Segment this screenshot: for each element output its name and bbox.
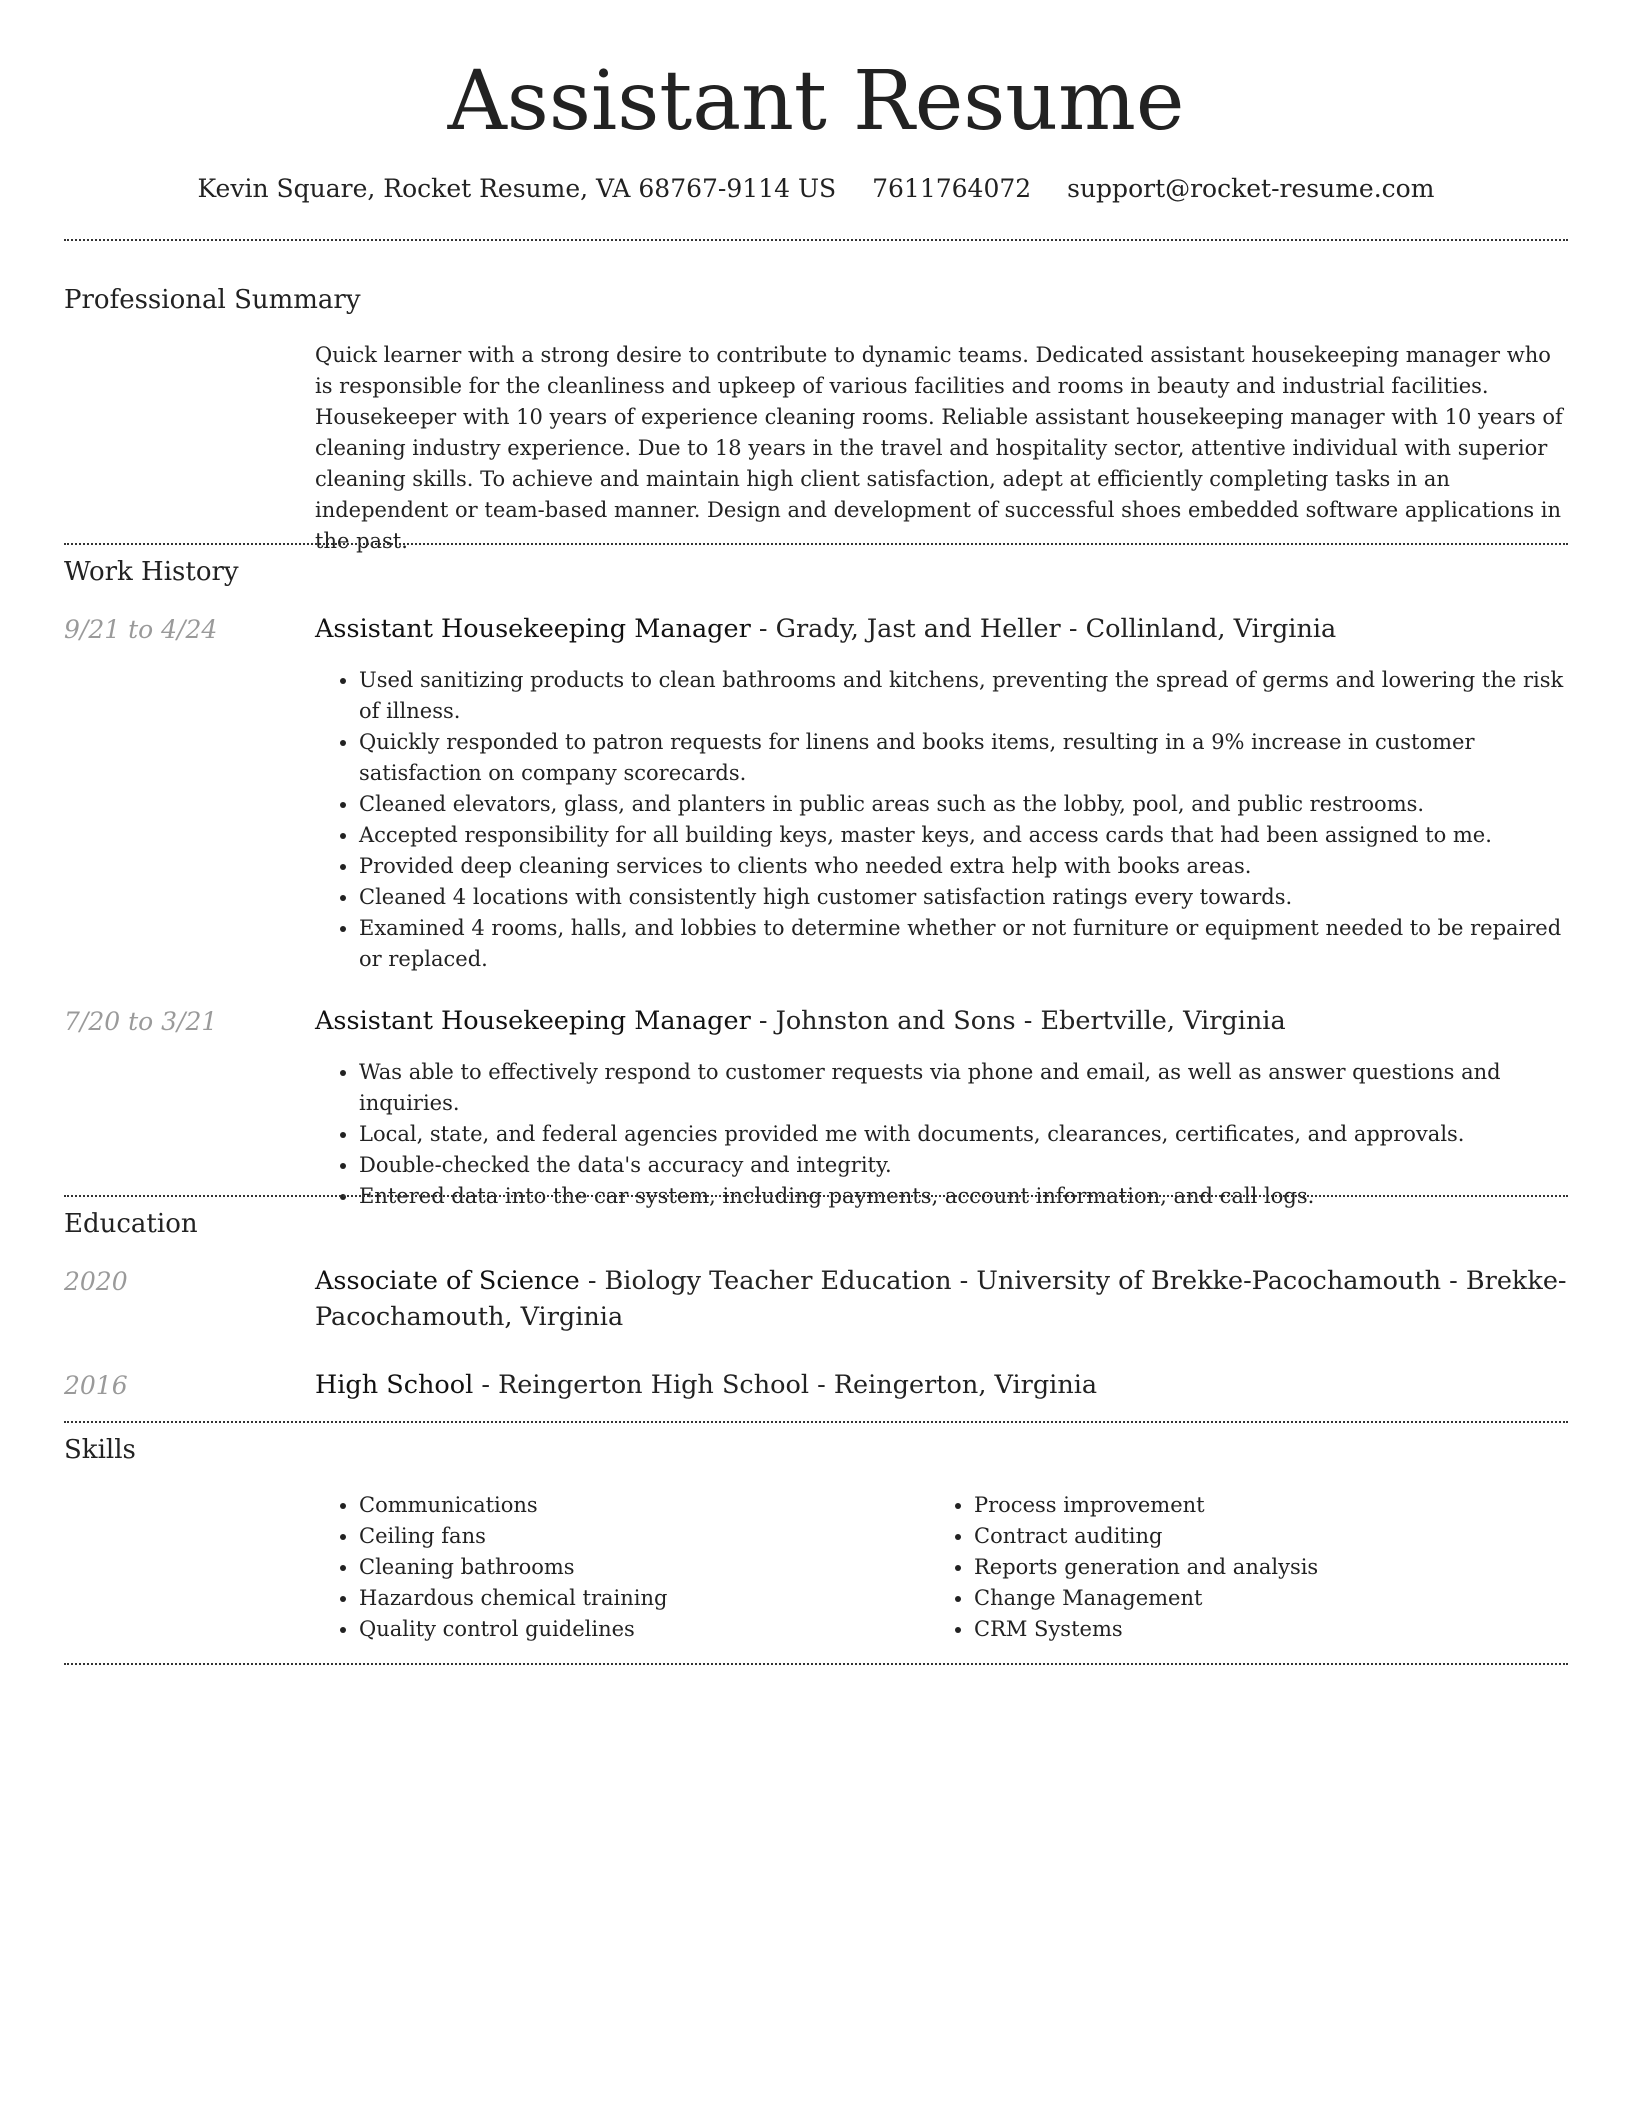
list-item: • Quickly responded to patron requests for linens and books items, resulting in a 9% increase in customer satisfaction on company scorecards. bbox=[359, 727, 1568, 789]
list-item: • Provided deep cleaning services to clients who needed extra help with books areas. bbox=[359, 851, 1568, 882]
education-year: 2016 bbox=[64, 1371, 128, 1400]
education-year: 2020 bbox=[64, 1267, 128, 1296]
education-details: - Reingerton High School - Reingerton, Virginia bbox=[473, 1370, 1098, 1400]
skill-item: • Cleaning bathrooms bbox=[359, 1552, 915, 1583]
list-item: • Local, state, and federal agencies provided me with documents, clearances, certificates, and approvals. bbox=[359, 1119, 1568, 1150]
skill-item: • Ceiling fans bbox=[359, 1521, 915, 1552]
divider bbox=[64, 543, 1568, 545]
job-dates: 7/20 to 3/21 bbox=[64, 1007, 218, 1036]
job-title bbox=[315, 1003, 1568, 1039]
contact-line bbox=[64, 170, 1568, 208]
list-item: • Accepted responsibility for all building keys, master keys, and access cards that had been assigned to me. bbox=[359, 820, 1568, 851]
job-bullets bbox=[315, 1057, 1568, 1212]
divider bbox=[64, 1195, 1568, 1197]
contact-email: support@rocket-resume.com bbox=[1067, 174, 1435, 203]
education-degree: High School bbox=[315, 1370, 474, 1400]
list-item: • Examined 4 rooms, halls, and lobbies to determine whether or not furniture or equipment needed to be repaired or replaced. bbox=[359, 913, 1568, 975]
summary-heading: Professional Summary bbox=[64, 285, 361, 315]
job-bullets bbox=[315, 665, 1568, 975]
education-details: - Biology Teacher Education - University of Brekke-Pacochamouth - Brekke-Pacochamouth, Virginia bbox=[315, 1266, 1567, 1332]
skill-item: • Quality control guidelines bbox=[359, 1614, 915, 1645]
resume-title: Assistant Resume bbox=[447, 54, 1185, 149]
summary-text: Quick learner with a strong desire to contribute to dynamic teams. Dedicated assistant housekeeping manager who is responsible for the cleanliness and upkeep of various facilities and rooms in beauty and industrial facilities. Housekeeper with 10 years of experience cleaning rooms. Reliable assistant housekeeping manager with 10 years of cleaning industry experience. Due to 18 years in the travel and hospitality sector, attentive individual with superior cleaning skills. To achieve and maintain high client satisfaction, adept at efficiently completing tasks in an independent or team-based manner. Design and development of successful shoes embedded software applications in the past. bbox=[315, 343, 1563, 553]
skill-item: • CRM Systems bbox=[974, 1614, 1530, 1645]
skill-item: • Hazardous chemical training bbox=[359, 1583, 915, 1614]
contact-address: Kevin Square, Rocket Resume, VA 68767-9114 US bbox=[197, 174, 837, 203]
skill-item: • Contract auditing bbox=[974, 1521, 1530, 1552]
contact-phone: 7611764072 bbox=[872, 174, 1032, 203]
list-item: • Entered data into the car system, including payments, account information, and call logs. bbox=[359, 1181, 1568, 1212]
skill-item: • Change Management bbox=[974, 1583, 1530, 1614]
job-role: Assistant Housekeeping Manager bbox=[315, 614, 751, 644]
job-employer: - Johnston and Sons - Ebertville, Virginia bbox=[750, 1006, 1286, 1036]
job-dates: 9/21 to 4/24 bbox=[64, 615, 218, 644]
education-entry bbox=[315, 1263, 1568, 1335]
list-item: • Cleaned elevators, glass, and planters in public areas such as the lobby, pool, and public restrooms. bbox=[359, 789, 1568, 820]
job-title bbox=[315, 611, 1568, 647]
education-entry bbox=[315, 1367, 1568, 1403]
job-employer: - Grady, Jast and Heller - Collinland, Virginia bbox=[750, 614, 1337, 644]
list-item: • Was able to effectively respond to customer requests via phone and email, as well as answer questions and inquiries. bbox=[359, 1057, 1568, 1119]
skill-item: • Process improvement bbox=[974, 1490, 1530, 1521]
divider bbox=[64, 239, 1568, 241]
skills-list-right bbox=[930, 1490, 1530, 1645]
list-item: • Used sanitizing products to clean bathrooms and kitchens, preventing the spread of germs and lowering the risk of illness. bbox=[359, 665, 1568, 727]
divider bbox=[64, 1663, 1568, 1665]
list-item: • Double-checked the data's accuracy and integrity. bbox=[359, 1150, 1568, 1181]
skills-list-left bbox=[315, 1490, 915, 1645]
divider bbox=[64, 1421, 1568, 1423]
education-heading: Education bbox=[64, 1209, 198, 1239]
education-degree: Associate of Science bbox=[315, 1266, 580, 1296]
skill-item: • Reports generation and analysis bbox=[974, 1552, 1530, 1583]
work-history-heading: Work History bbox=[64, 557, 239, 587]
list-item: • Cleaned 4 locations with consistently high customer satisfaction ratings every towards. bbox=[359, 882, 1568, 913]
skills-heading: Skills bbox=[64, 1435, 136, 1465]
skill-item: • Communications bbox=[359, 1490, 915, 1521]
job-role: Assistant Housekeeping Manager bbox=[315, 1006, 751, 1036]
